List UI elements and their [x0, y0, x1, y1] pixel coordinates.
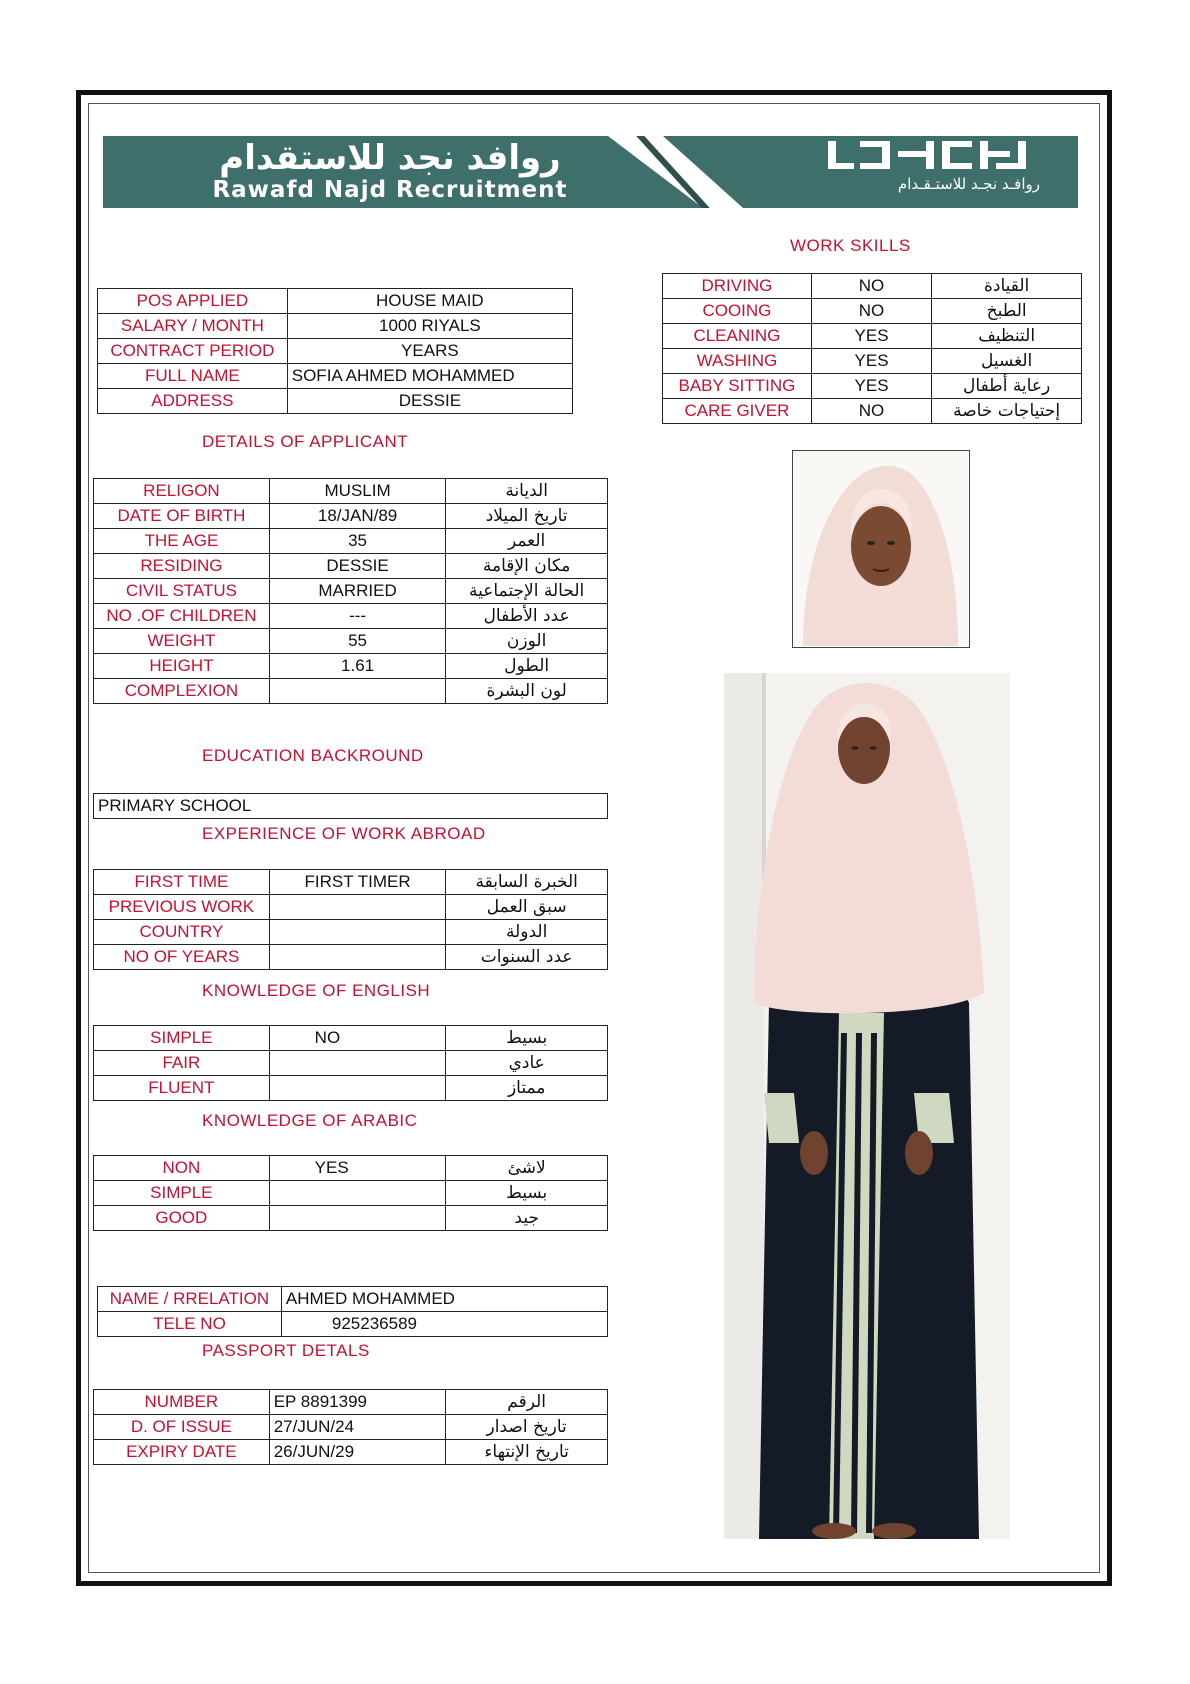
table-row [98, 1312, 608, 1337]
passport-arabic: الرقم [446, 1390, 608, 1415]
table-row [98, 389, 573, 414]
table-row [663, 399, 1082, 424]
detail-label: WEIGHT [94, 629, 270, 654]
arabic-table [93, 1155, 608, 1231]
table-row [94, 1026, 608, 1051]
experience-title: EXPERIENCE OF WORK ABROAD [202, 824, 486, 843]
experience-arabic: عدد السنوات [446, 945, 608, 970]
passport-label: NUMBER [94, 1390, 270, 1415]
passport-value: EP 8891399 [269, 1390, 446, 1415]
english-value: NO [269, 1026, 446, 1051]
skill-label: CARE GIVER [663, 399, 812, 424]
english-value [269, 1051, 446, 1076]
english-arabic: بسيط [446, 1026, 608, 1051]
arabic-arabic: لاشئ [446, 1156, 608, 1181]
detail-arabic: العمر [446, 529, 608, 554]
table-row [94, 945, 608, 970]
table-row [94, 1390, 608, 1415]
job-value: HOUSE MAID [287, 289, 572, 314]
skill-arabic: رعاية أطفال [932, 374, 1082, 399]
table-row [663, 374, 1082, 399]
table-row [94, 920, 608, 945]
skill-value: YES [811, 349, 931, 374]
detail-label: HEIGHT [94, 654, 270, 679]
skill-arabic: التنظيف [932, 324, 1082, 349]
job-info-table [97, 288, 573, 414]
detail-value: 18/JAN/89 [269, 504, 445, 529]
detail-arabic: تاريخ الميلاد [446, 504, 608, 529]
skill-value: NO [811, 274, 931, 299]
table-row [98, 314, 573, 339]
skill-label: WASHING [663, 349, 812, 374]
passport-title: PASSPORT DETALS [202, 1341, 370, 1360]
skill-value: YES [811, 324, 931, 349]
passport-table [93, 1389, 608, 1465]
table-row [663, 274, 1082, 299]
table-row [94, 1181, 608, 1206]
job-value: 1000 RIYALS [287, 314, 572, 339]
detail-label: DATE OF BIRTH [94, 504, 270, 529]
table-row [663, 324, 1082, 349]
work-skills-title: WORK SKILLS [790, 236, 911, 255]
arabic-label: NON [94, 1156, 270, 1181]
table-row [94, 1076, 608, 1101]
table-row [98, 1287, 608, 1312]
detail-label: CIVIL STATUS [94, 579, 270, 604]
table-row [94, 1051, 608, 1076]
experience-label: PREVIOUS WORK [94, 895, 270, 920]
experience-value [269, 920, 446, 945]
table-row [94, 794, 608, 819]
table-row [98, 289, 573, 314]
passport-value: 27/JUN/24 [269, 1415, 446, 1440]
experience-label: FIRST TIME [94, 870, 270, 895]
passport-label: EXPIRY DATE [94, 1440, 270, 1465]
experience-arabic: الخبرة السابقة [446, 870, 608, 895]
table-row [94, 870, 608, 895]
experience-label: COUNTRY [94, 920, 270, 945]
skill-value: NO [811, 399, 931, 424]
applicant-details-table [93, 478, 608, 704]
detail-value: --- [269, 604, 445, 629]
table-row [94, 529, 608, 554]
job-value: YEARS [287, 339, 572, 364]
company-logo-icon [820, 137, 1040, 173]
skill-label: CLEANING [663, 324, 812, 349]
experience-value: FIRST TIMER [269, 870, 446, 895]
table-row [663, 299, 1082, 324]
table-row [94, 579, 608, 604]
detail-arabic: الديانة [446, 479, 608, 504]
table-row [94, 1440, 608, 1465]
job-label: CONTRACT PERIOD [98, 339, 288, 364]
english-table [93, 1025, 608, 1101]
detail-label: COMPLEXION [94, 679, 270, 704]
skill-label: COOING [663, 299, 812, 324]
job-label: POS APPLIED [98, 289, 288, 314]
education-title: EDUCATION BACKROUND [202, 746, 424, 765]
full-body-photo [724, 673, 1010, 1539]
table-row [94, 479, 608, 504]
arabic-label: SIMPLE [94, 1181, 270, 1206]
detail-value: 55 [269, 629, 445, 654]
table-row [94, 895, 608, 920]
experience-label: NO OF YEARS [94, 945, 270, 970]
passport-arabic: تاريخ اصدار [446, 1415, 608, 1440]
skill-arabic: إحتياجات خاصة [932, 399, 1082, 424]
experience-table [93, 869, 608, 970]
skill-arabic: الغسيل [932, 349, 1082, 374]
arabic-arabic: بسيط [446, 1181, 608, 1206]
experience-value [269, 945, 446, 970]
arabic-title: KNOWLEDGE OF ARABIC [202, 1111, 418, 1130]
detail-value: MUSLIM [269, 479, 445, 504]
detail-value: 35 [269, 529, 445, 554]
phone-value: 925236589 [281, 1312, 607, 1337]
detail-label: THE AGE [94, 529, 270, 554]
relation-label: TELE NO [98, 1312, 282, 1337]
details-title: DETAILS OF APPLICANT [202, 432, 409, 451]
experience-arabic: سبق العمل [446, 895, 608, 920]
detail-arabic: الطول [446, 654, 608, 679]
table-row [663, 349, 1082, 374]
detail-value: DESSIE [269, 554, 445, 579]
relation-label: NAME / RRELATION [98, 1287, 282, 1312]
arabic-arabic: جيد [446, 1206, 608, 1231]
education-table [93, 793, 608, 819]
relation-value: AHMED MOHAMMED [281, 1287, 607, 1312]
table-row [94, 629, 608, 654]
skill-value: YES [811, 374, 931, 399]
table-row [94, 1206, 608, 1231]
full-name-value: SOFIA AHMED MOHAMMED [287, 364, 572, 389]
arabic-value [269, 1206, 446, 1231]
arabic-label: GOOD [94, 1206, 270, 1231]
logo-subtitle: روافـد نجـد للاستـقـدام [897, 175, 1040, 193]
experience-arabic: الدولة [446, 920, 608, 945]
table-row [94, 679, 608, 704]
portrait-photo [792, 450, 970, 648]
table-row [98, 339, 573, 364]
detail-arabic: مكان الإقامة [446, 554, 608, 579]
skill-value: NO [811, 299, 931, 324]
arabic-value: YES [269, 1156, 446, 1181]
table-row [98, 364, 573, 389]
english-label: FAIR [94, 1051, 270, 1076]
job-label: ADDRESS [98, 389, 288, 414]
detail-arabic: الحالة الإجتماعية [446, 579, 608, 604]
table-row [94, 504, 608, 529]
detail-label: RELIGON [94, 479, 270, 504]
detail-arabic: عدد الأطفال [446, 604, 608, 629]
work-skills-table [662, 273, 1082, 424]
detail-value: 1.61 [269, 654, 445, 679]
detail-arabic: لون البشرة [446, 679, 608, 704]
english-arabic: عادي [446, 1051, 608, 1076]
skill-label: BABY SITTING [663, 374, 812, 399]
relation-table [97, 1286, 608, 1337]
job-label: FULL NAME [98, 364, 288, 389]
experience-value [269, 895, 446, 920]
passport-label: D. OF ISSUE [94, 1415, 270, 1440]
skill-arabic: الطبخ [932, 299, 1082, 324]
address-value: DESSIE [287, 389, 572, 414]
detail-label: NO .OF CHILDREN [94, 604, 270, 629]
english-label: FLUENT [94, 1076, 270, 1101]
brand-english-title: Rawafd Najd Recruitment [212, 177, 568, 203]
detail-label: RESIDING [94, 554, 270, 579]
english-arabic: ممتاز [446, 1076, 608, 1101]
skill-label: DRIVING [663, 274, 812, 299]
detail-value: MARRIED [269, 579, 445, 604]
detail-value [269, 679, 445, 704]
table-row [94, 1415, 608, 1440]
english-label: SIMPLE [94, 1026, 270, 1051]
skill-arabic: القيادة [932, 274, 1082, 299]
detail-arabic: الوزن [446, 629, 608, 654]
brand-arabic-title: روافد نجد للاستقدام [219, 138, 561, 178]
table-row [94, 654, 608, 679]
english-title: KNOWLEDGE OF ENGLISH [202, 981, 431, 1000]
table-row [94, 554, 608, 579]
passport-arabic: تاريخ الإنتهاء [446, 1440, 608, 1465]
job-label: SALARY / MONTH [98, 314, 288, 339]
table-row [94, 1156, 608, 1181]
english-value [269, 1076, 446, 1101]
passport-value: 26/JUN/29 [269, 1440, 446, 1465]
education-value: PRIMARY SCHOOL [94, 794, 608, 819]
arabic-value [269, 1181, 446, 1206]
table-row [94, 604, 608, 629]
